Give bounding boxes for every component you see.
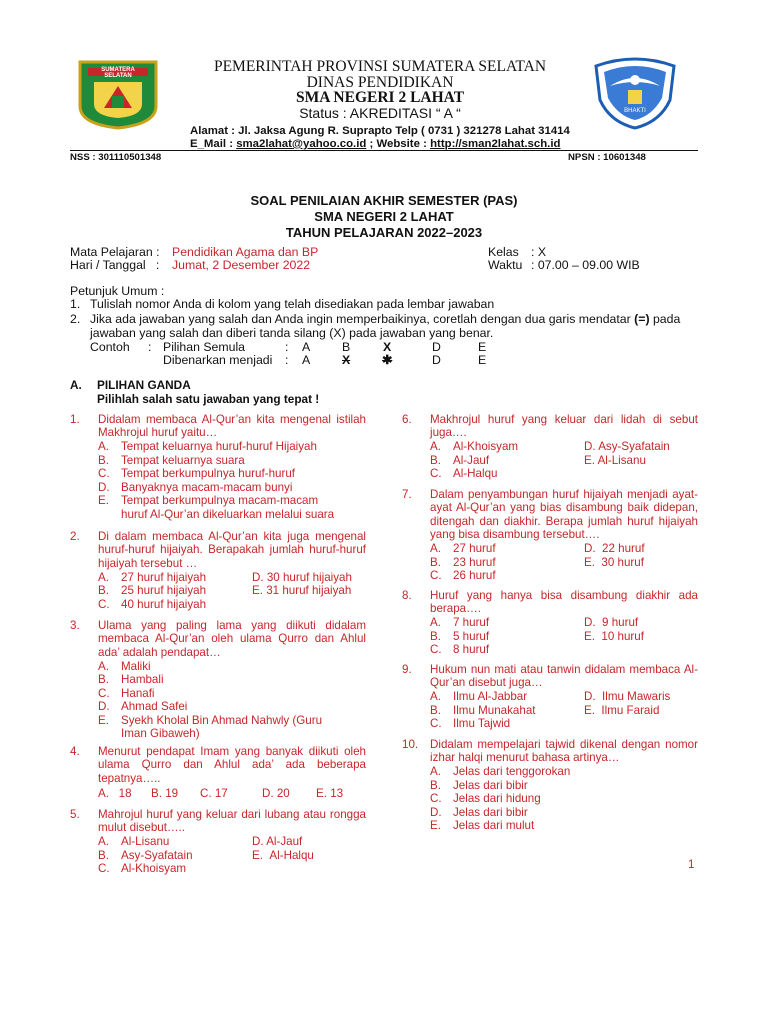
option-letter: A. (430, 616, 441, 629)
option-text: 20 (276, 787, 290, 800)
question-number: 9. (402, 663, 412, 676)
option-b[interactable] (151, 787, 178, 800)
option-text: Jelas dari tenggorokan (453, 765, 571, 778)
question-text: Hukum nun mati atau tanwin didalam membaca Al-Qur’an disebut juga… (430, 663, 698, 690)
option-letter: A. (430, 765, 441, 778)
option-b[interactable] (98, 584, 206, 597)
option-text: Al-Khoisyam (121, 862, 187, 875)
example-original-label: Pilihan Semula (163, 340, 246, 354)
option-e[interactable] (252, 584, 351, 597)
option-text: 30 huruf hijaiyah (266, 570, 352, 584)
date-value: Jumat, 2 Desember 2022 (172, 258, 311, 272)
option-text: Hambali (121, 673, 164, 686)
option-e-cont: Iman Gibaweh) (121, 727, 200, 740)
example-original-d: D (432, 340, 441, 354)
question-text: Didalam mempelajari tajwid dikenal dengan nomor izhar halqi menurut bahasa artinya… (430, 738, 698, 765)
class-label: Kelas (488, 245, 519, 259)
option-letter: D. (584, 616, 596, 629)
section-letter: A. (70, 378, 82, 392)
option-text: Jelas dari bibir (453, 778, 528, 792)
example-corrected-a: A (302, 353, 311, 367)
option-text: Asy-Syafatain (598, 440, 670, 453)
option-letter: E. (584, 629, 595, 643)
option-text: Tempat keluarnya huruf-huruf Hijaiyah (121, 440, 317, 453)
header-status: Status : AKREDITASI “ A “ (299, 105, 461, 121)
question-number: 2. (70, 530, 80, 543)
option-a[interactable] (430, 616, 489, 629)
example-corrected-colon: : (285, 353, 289, 367)
option-text: 18 (118, 787, 132, 800)
option-e[interactable] (252, 849, 314, 862)
npsn-number: NPSN : 10601348 (568, 152, 646, 163)
subject-label: Mata Pelajaran : (70, 245, 160, 259)
option-letter: B. (430, 629, 441, 643)
option-letter: E. (316, 787, 327, 800)
option-text: 7 huruf (453, 616, 490, 629)
question-number: 1. (70, 413, 80, 426)
option-d[interactable] (584, 690, 670, 703)
option-letter: A. (98, 835, 109, 848)
option-text: 27 huruf (453, 542, 496, 555)
option-text: Ilmu Tajwid (453, 717, 511, 730)
option-letter: D. (252, 570, 264, 584)
option-letter: E. (252, 848, 263, 862)
question-number: 7. (402, 488, 412, 501)
option-text: Al-Jauf (266, 835, 303, 848)
instruction-2 (90, 312, 696, 326)
option-letter: C. (98, 862, 110, 875)
option-e[interactable] (316, 787, 343, 800)
instruction-1-num: 1. (70, 297, 81, 311)
option-text: 30 huruf (601, 555, 644, 569)
question-1 (70, 413, 366, 523)
option-a[interactable] (98, 440, 317, 453)
option-text: Al-Halqu (269, 848, 314, 862)
time-value: : 07.00 – 09.00 WIB (531, 258, 640, 272)
class-value: : X (531, 245, 547, 259)
question-5 (70, 808, 366, 876)
example-original-a: A (302, 340, 311, 354)
option-letter: B. (98, 673, 109, 686)
option-text: 26 huruf (453, 569, 496, 582)
option-letter: E. (98, 714, 109, 727)
question-number: 8. (402, 589, 412, 602)
header-address: Alamat : Jl. Jaksa Agung R. Suprapto Telp ( 0731 ) 321278 Lahat 31414 (190, 125, 570, 137)
time-label: Waktu (488, 258, 523, 272)
option-e[interactable] (584, 556, 644, 569)
option-letter: B. (430, 555, 441, 569)
option-letter: D. (430, 805, 442, 819)
option-text: 10 huruf (601, 629, 644, 643)
header-government: PEMERINTAH PROVINSI SUMATERA SELATAN (213, 58, 547, 75)
option-d[interactable] (584, 616, 638, 629)
option-letter: A. (430, 542, 441, 555)
question-6 (402, 413, 698, 481)
option-text: Tempat berkumpulnya macam-macam (121, 494, 319, 507)
option-a[interactable] (430, 542, 496, 555)
question-number: 4. (70, 745, 80, 758)
question-text: Didalam membaca Al-Qur’an kita mengenal istilah Makhrojul huruf yaitu… (98, 413, 366, 440)
option-text: Tempat berkumpulnya huruf-huruf (121, 467, 295, 480)
option-letter: E. (252, 584, 263, 597)
option-letter: C. (98, 467, 110, 480)
example-original-b: B (342, 340, 351, 354)
option-letter: E. (584, 703, 595, 717)
option-letter: C. (430, 569, 442, 582)
option-letter: D. (252, 835, 264, 848)
option-a[interactable] (430, 690, 527, 703)
option-text: Al-Jauf (453, 453, 490, 467)
question-3 (70, 619, 366, 739)
option-b[interactable] (430, 630, 489, 643)
option-letter: E. (98, 494, 109, 507)
option-letter: C. (430, 467, 442, 480)
option-letter: D. (98, 480, 110, 494)
email-label: E_Mail : (190, 138, 237, 150)
option-c[interactable] (98, 687, 155, 700)
option-text: Hanafi (121, 686, 155, 700)
option-e[interactable] (98, 494, 318, 507)
option-a[interactable] (430, 765, 570, 778)
option-text: 25 huruf hijaiyah (121, 584, 207, 597)
option-text: 27 huruf hijaiyah (121, 570, 207, 584)
option-d[interactable] (584, 440, 670, 453)
option-e[interactable] (584, 704, 659, 717)
option-e[interactable] (430, 819, 534, 832)
date-label: Hari / Tanggal : (70, 258, 160, 272)
option-b[interactable] (430, 556, 496, 569)
question-number: 10. (402, 738, 419, 751)
subject-value: Pendidikan Agama dan BP (172, 245, 319, 259)
option-letter: B. (430, 703, 441, 717)
option-b[interactable] (98, 849, 193, 862)
option-letter: E. (584, 453, 595, 467)
option-text: Jelas dari hidung (453, 792, 541, 805)
question-number: 5. (70, 808, 80, 821)
example-original-colon: : (285, 340, 289, 354)
question-2 (70, 530, 366, 612)
option-text: Banyaknya macam-macam bunyi (121, 480, 293, 494)
nss-number: NSS : 301110501348 (70, 152, 162, 163)
option-letter: E. (584, 555, 595, 569)
option-b[interactable] (98, 454, 245, 467)
question-text: Mahrojul huruf yang keluar dari lubang atau rongga mulut disebut….. (98, 808, 366, 835)
option-text: Ahmad Safei (121, 700, 188, 713)
option-letter: B. (151, 787, 162, 800)
question-4 (70, 745, 366, 801)
example-original-crossed: X (383, 340, 392, 354)
option-letter: D. (98, 700, 110, 713)
option-text: 22 huruf (602, 542, 645, 555)
option-text: 19 (165, 787, 179, 800)
option-text: Ilmu Faraid (601, 703, 660, 717)
option-letter: D. (262, 787, 274, 800)
instruction-2-cont: jawaban yang salah dan diberi tanda silang (X) pada jawaban yang benar. (90, 326, 494, 340)
option-letter: E. (430, 819, 441, 832)
option-c[interactable] (430, 467, 497, 480)
option-b[interactable] (98, 673, 164, 686)
option-d[interactable] (262, 787, 290, 800)
example-original-e: E (478, 340, 487, 354)
option-text: Al-Lisanu (121, 835, 170, 848)
option-c[interactable] (430, 569, 496, 582)
option-text: Syekh Kholal Bin Ahmad Nahwly (Guru (121, 714, 323, 727)
question-number: 3. (70, 619, 80, 632)
option-c[interactable] (430, 643, 489, 656)
option-letter: A. (98, 787, 109, 800)
header-divider (70, 150, 698, 151)
school-logo-text: BHAKTI (624, 108, 646, 114)
option-text: Jelas dari bibir (453, 805, 528, 819)
example-corrected-e: E (478, 353, 487, 367)
option-text: Al-Halqu (453, 467, 498, 480)
instruction-2-tail: pada (652, 312, 681, 326)
example-corrected-label: Dibenarkan menjadi (163, 353, 273, 367)
option-e[interactable] (584, 454, 646, 467)
website-link[interactable]: http://sman2lahat.sch.id (430, 138, 561, 150)
option-text: Ilmu Al-Jabbar (453, 690, 528, 703)
option-c[interactable] (98, 862, 186, 875)
option-letter: D. (584, 440, 596, 453)
option-letter: D. (584, 690, 596, 703)
option-c[interactable] (200, 787, 228, 800)
option-e-cont: huruf Al-Qur’an dikeluarkan melalui suara (121, 508, 335, 521)
option-text: 17 (214, 787, 228, 800)
website-label: ; Website : (366, 138, 431, 150)
option-text: Tempat keluarnya suara (121, 453, 245, 467)
option-text: 40 huruf hijaiyah (121, 597, 207, 611)
instruction-2-num: 2. (70, 312, 81, 326)
option-d[interactable] (430, 806, 528, 819)
option-text: Al-Khoisyam (453, 440, 519, 453)
question-8 (402, 589, 698, 657)
option-letter: C. (430, 717, 442, 730)
option-letter: B. (430, 778, 441, 792)
question-text: Dalam penyambungan huruf hijaiyah menjadi ayat-ayat Al-Qur’an yang bias disambung baik didepan, ditengah dan diakhir. Berapa jumlah huruf hijaiyah yang bisa disambung tersebut…. (430, 488, 698, 542)
header-school: SMA NEGERI 2 LAHAT (295, 89, 465, 106)
option-text: Asy-Syafatain (121, 848, 193, 862)
instruction-2-symbol: (=) (634, 312, 650, 326)
option-letter: C. (430, 643, 442, 656)
province-logo (76, 58, 160, 130)
option-letter: B. (98, 453, 109, 467)
instruction-2-text: Jika ada jawaban yang salah dan Anda ingin memperbaikinya, coretlah dengan dua garis mendatar (90, 312, 631, 326)
question-7 (402, 488, 698, 584)
option-a[interactable] (98, 571, 206, 584)
email-link[interactable]: sma2lahat@yahoo.co.id (236, 138, 367, 150)
option-c[interactable] (98, 598, 206, 611)
option-letter: A. (430, 440, 441, 453)
option-letter: B. (430, 453, 441, 467)
section-instruction: Pilihlah salah satu jawaban yang tepat ! (97, 392, 320, 406)
option-a[interactable] (98, 835, 169, 848)
option-letter: C. (430, 792, 442, 805)
question-9 (402, 663, 698, 731)
option-c[interactable] (98, 467, 295, 480)
header-contact (190, 138, 560, 150)
option-c[interactable] (430, 717, 510, 730)
option-letter: B. (98, 584, 109, 597)
option-text: Maliki (121, 659, 151, 673)
option-letter: A. (98, 440, 109, 453)
option-text: 9 huruf (602, 616, 639, 629)
option-letter: C. (98, 597, 110, 611)
option-letter: A. (430, 690, 441, 703)
example-colon: : (148, 340, 152, 354)
option-letter: A. (98, 570, 109, 584)
question-text: Huruf yang hanya bisa disambung diakhir ada berapa…. (430, 589, 698, 616)
question-text: Menurut pendapat Imam yang banyak diikuti oleh ulama Qurro dan Ahlul ada’ ada beberapa tepatnya….. (98, 745, 366, 785)
option-letter: A. (98, 659, 109, 673)
question-text: Ulama yang paling lama yang diikuti didalam membaca Al-Qur’an oleh ulama Qurro dan Ahlul ada’ adalah pendapat… (98, 619, 366, 659)
option-a[interactable] (430, 440, 518, 453)
option-a[interactable] (98, 660, 151, 673)
option-text: 23 huruf (453, 555, 496, 569)
question-10 (402, 738, 698, 834)
question-text: Makhrojul huruf yang keluar dari lidah di sebut juga…. (430, 413, 698, 440)
option-text: 8 huruf (453, 643, 490, 656)
option-e[interactable] (98, 714, 322, 727)
option-letter: B. (98, 848, 109, 862)
option-text: Ilmu Mawaris (602, 690, 671, 703)
province-logo-text: SUMATERA SELATAN (101, 67, 135, 79)
option-letter: C. (200, 787, 212, 800)
exam-title: SOAL PENILAIAN AKHIR SEMESTER (PAS) (250, 193, 518, 208)
option-d[interactable] (584, 542, 645, 555)
option-text: Al-Lisanu (597, 453, 646, 467)
option-text: 13 (330, 787, 344, 800)
exam-year: TAHUN PELAJARAN 2022–2023 (285, 225, 483, 240)
option-b[interactable] (430, 779, 528, 792)
example-corrected-b: X (342, 353, 351, 367)
question-number: 6. (402, 413, 412, 426)
option-letter: D. (584, 542, 596, 555)
option-d[interactable] (252, 571, 352, 584)
option-text: Ilmu Munakahat (453, 703, 536, 717)
example-corrected-c: ✱ (382, 353, 393, 367)
option-b[interactable] (430, 704, 536, 717)
option-letter: C. (98, 686, 110, 700)
option-d[interactable] (252, 835, 302, 848)
option-a[interactable] (98, 787, 132, 800)
section-title: PILIHAN GANDA (97, 378, 191, 392)
example-label: Contoh (90, 340, 130, 354)
option-text: 5 huruf (453, 629, 490, 643)
option-text: 31 huruf hijaiyah (266, 584, 352, 597)
option-e[interactable] (584, 630, 644, 643)
option-b[interactable] (430, 454, 489, 467)
option-c[interactable] (430, 792, 541, 805)
instruction-1: Tulislah nomor Anda di kolom yang telah disediakan pada lembar jawaban (90, 297, 495, 311)
option-d[interactable] (98, 481, 292, 494)
exam-school: SMA NEGERI 2 LAHAT (314, 209, 454, 224)
option-d[interactable] (98, 700, 187, 713)
option-text: Jelas dari mulut (453, 819, 535, 832)
question-text: Di dalam membaca Al-Qur’an kita juga mengenal huruf-huruf hijaiyah. Berapakah jumlah huruf-huruf hijaiyah tersebut … (98, 530, 366, 570)
example-corrected-d: D (432, 353, 441, 367)
header-agency: DINAS PENDIDIKAN (306, 74, 454, 91)
instructions-title: Petunjuk Umum : (70, 284, 165, 298)
page-number: 1 (688, 858, 695, 871)
